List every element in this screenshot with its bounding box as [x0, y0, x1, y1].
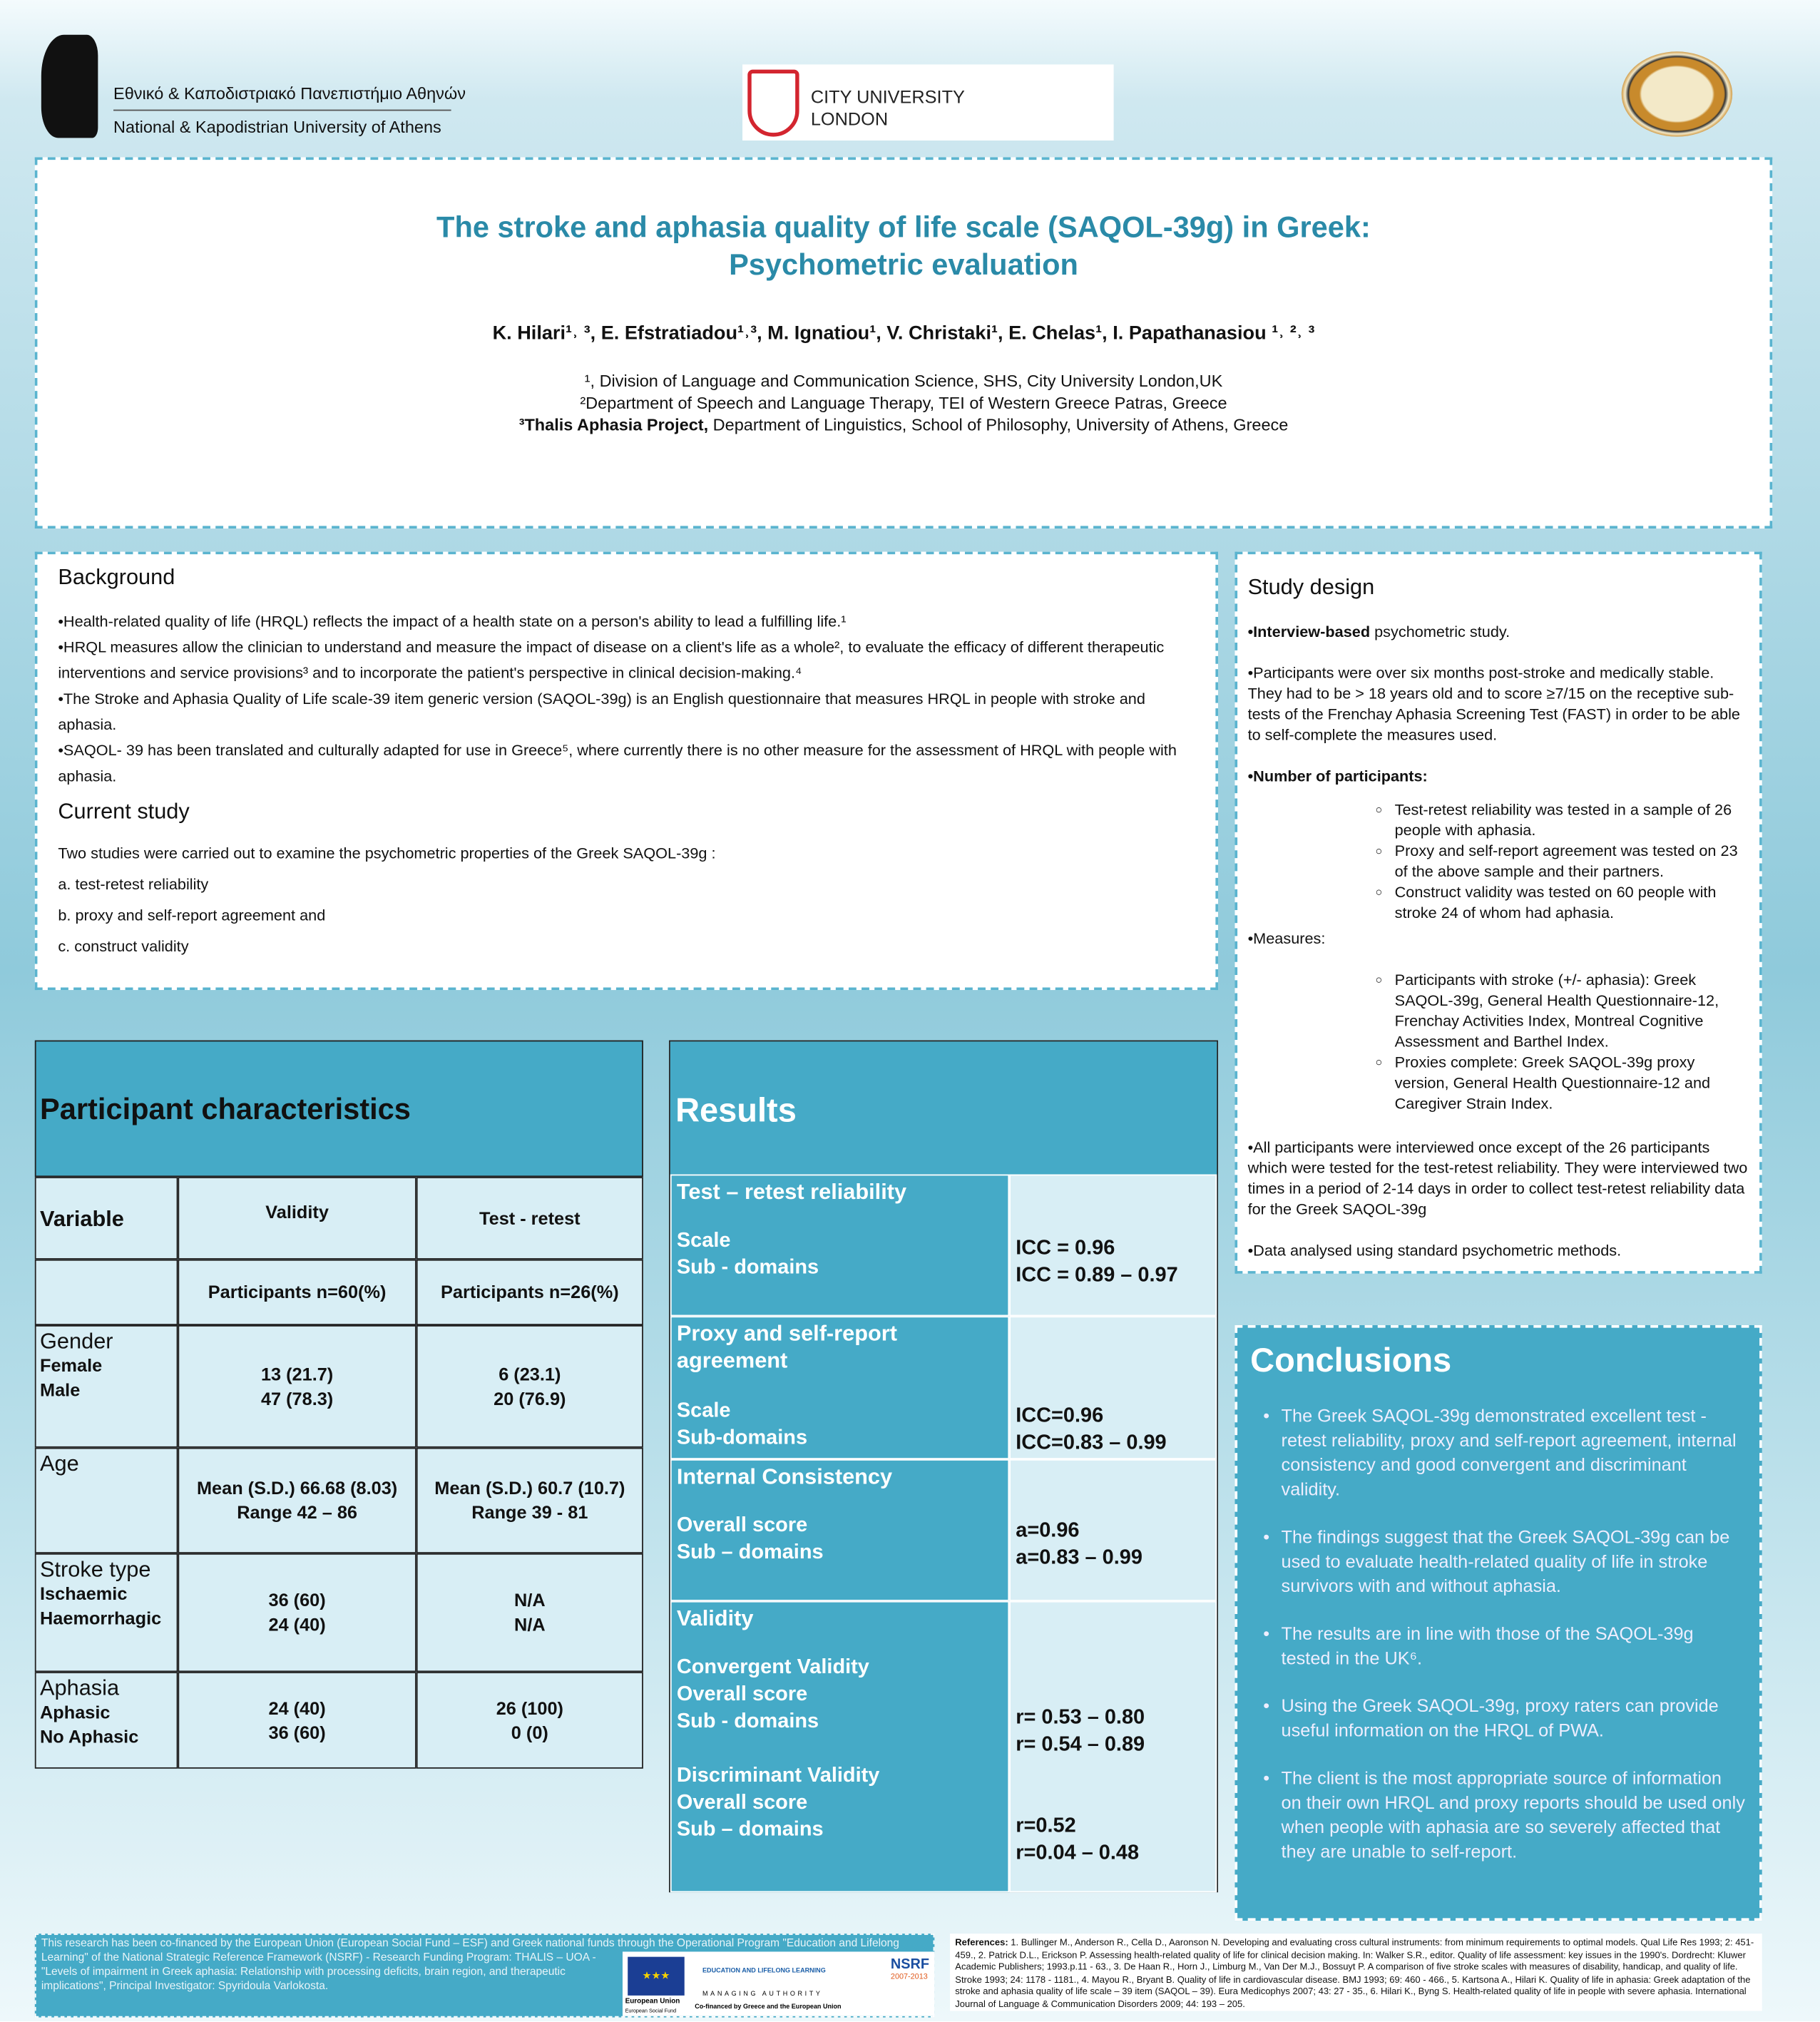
results-values: a=0.96 a=0.83 – 0.99	[1009, 1459, 1217, 1601]
current-study-item: a. test-retest reliability	[58, 875, 209, 894]
column-header-validity: Validity	[178, 1177, 416, 1260]
column-header-variable: Variable	[35, 1177, 178, 1260]
city-crest-icon	[747, 70, 799, 137]
affiliation-3-rest: Department of Linguistics, School of Philosophy, University of Athens, Greece	[708, 414, 1289, 435]
background-heading: Background	[58, 564, 175, 589]
funding-logos	[623, 1951, 934, 2016]
participant-characteristics-table	[35, 1041, 643, 1769]
participants-item: ○ Proxy and self-report agreement was tested on 23 of the above sample and their partners.	[1395, 840, 1749, 882]
title-panel	[35, 158, 1772, 529]
background-item: •Health-related quality of life (HRQL) reflects the impact of a health state on a person's ability to lead a fulfilling life.¹	[58, 612, 847, 630]
table-row-variable	[35, 1325, 178, 1448]
eu-sub-label: European Social Fund	[625, 2007, 677, 2014]
affiliation-3-project: ³Thalis Aphasia Project,	[518, 414, 709, 435]
nsrf-years: 2007-2013	[890, 1974, 928, 1981]
variable-subcategories: Ischaemic Haemorrhagic	[40, 1583, 162, 1628]
participants-list	[1248, 800, 1749, 924]
city-name-line2: LONDON	[810, 108, 889, 129]
empty-cell	[35, 1260, 178, 1325]
current-study-intro: Two studies were carried out to examine the psychometric properties of the Greek SAQOL-39g :	[58, 844, 716, 863]
results-labels: Convergent Validity Overall score Sub - domains Discriminant Validity Overall score Sub – domains	[676, 1656, 880, 1841]
cofinanced-label: Co-financed by Greece and the European Union	[695, 2003, 842, 2011]
measures-list	[1248, 969, 1749, 1113]
analysis-note: •Data analysed using standard psychometric methods.	[1247, 1241, 1622, 1260]
logo-divider	[113, 110, 451, 111]
variable-label: Aphasia	[40, 1675, 120, 1700]
results-section-title: Test – retest reliability	[676, 1179, 907, 1205]
funding-text: This research has been co-financed by the European Union (European Social Fund – ESF) and Greek national funds through the Operational Program "Education and Lifelong Learning" of the National Strategic Reference Framework (NSRF) - Research Funding Program: THALIS – UOA - "Levels of impairment in Greek aphasia: Relationship with processing deficits, brain region, and therapeutic implications", Principal Investigator: Spyridoula Varlokosta.	[41, 1936, 899, 1992]
table-cell-validity: 24 (40) 36 (60)	[178, 1672, 416, 1769]
eu-label: European Union	[625, 1998, 680, 2006]
study-type-bold: •Interview-based	[1247, 622, 1371, 641]
table-cell-validity: Mean (S.D.) 66.68 (8.03) Range 42 – 86	[178, 1448, 416, 1553]
affiliation-3	[37, 414, 1769, 436]
results-heading: Results	[670, 1041, 1217, 1174]
references-label: References:	[955, 1936, 1008, 1948]
eu-flag-icon: ★★★	[628, 1957, 685, 1996]
city-university-logo	[742, 64, 1114, 141]
current-study-heading: Current study	[58, 799, 190, 824]
background-panel	[35, 552, 1218, 991]
results-section	[670, 1316, 1009, 1459]
variable-subcategories: Female Male	[40, 1354, 103, 1400]
conclusion-item: • The findings suggest that the Greek SAQOL-39g can be used to evaluate health-related quality of life in stroke survivors with and without aphasia.	[1250, 1525, 1747, 1598]
study-design-heading: Study design	[1247, 575, 1375, 600]
subheader-retest: Participants n=26(%)	[416, 1260, 643, 1325]
measures-label: •Measures:	[1247, 929, 1326, 948]
table-heading: Participant characteristics	[35, 1041, 643, 1178]
nkua-greek-name: Εθνικό & Καποδιστριακό Πανεπιστήμιο Αθηνών	[113, 83, 466, 103]
background-item: •HRQL measures allow the clinician to understand and measure the impact of disease on a client's life as a whole², to evaluate the efficacy of different therapeutic interventions and service provisions³ and to incorporate the patient's perspective in clinical decision-making.⁴	[58, 638, 1165, 683]
op-label: EDUCATION AND LIFELONG LEARNING	[702, 1967, 826, 1975]
nkua-english-name: National & Kapodistrian University of Athens	[113, 117, 441, 137]
results-section-title: Validity	[676, 1606, 754, 1631]
title-line-2: Psychometric evaluation	[729, 247, 1078, 282]
affiliation-1: ¹, Division of Language and Communication Science, SHS, City University London,UK	[584, 371, 1223, 391]
authors: K. Hilari¹˒ ³, E. Efstratiadou¹˒³, M. Ignatiou¹, V. Christaki¹, E. Chelas¹, I. Papathanasiou ¹˒ ²˒ ³	[492, 322, 1315, 344]
variable-label: Gender	[40, 1329, 113, 1354]
athena-emblem-icon	[41, 35, 98, 138]
current-study-item: c. construct validity	[58, 936, 189, 956]
references-text: 1. Bullinger M., Anderson R., Cella D., Aaronson N. Developing and evaluating cross cultural instruments: from minimum requirements to optimal models. Qual Life Res 1993; 2: 451- 459., 2. Patrick D.L., Erickson P. Assessing health-related quality of life for clinical decision making. In: Walker S.R., editor. Quality of life assessment: key issues in the 1990's. Dordrecht: Kluwer Academic Publishers; 1993.p.11 - 63., 3. De Haan R., Horn J., Limburg M., Van Der M.J., Bossuyt P. A comparison of five stroke scales with measures of disability, handicap, and quality of life. Stroke 1993; 24: 1178 - 1181., 4. Mayou R., Bryant B. Quality of life in cardiovascular disease. BMJ 1993; 69: 460 - 466., 5. Kartsona A., Hilari K. Quality of life in aphasia: Greek adaptation of the stroke and aphasia quality of life scale – 39 item (SAQOL – 39). Eura Medicophys 2007; 43: 27 - 35., 6. Hilari K., Byng S. Health-related quality of life in people with severe aphasia. International Journal of Language & Communication Disorders 2009; 44: 193 – 205.	[955, 1936, 1754, 2010]
participant-criteria: •Participants were over six months post-stroke and medically stable. They had to be > 18 years old and to score ≥7/15 on the receptive sub-tests of the Frenchay Aphasia Screening Test (FAST) in order to be able to self-complete the measures used.	[1247, 663, 1740, 744]
conclusion-item: • The client is the most appropriate source of information on their own HRQL and proxy reports should be used only when people with aphasia are so severely affected that they are unable to self-report.	[1250, 1766, 1747, 1864]
table-cell-retest: Mean (S.D.) 60.7 (10.7) Range 39 - 81	[416, 1448, 643, 1553]
table-row-variable	[35, 1448, 178, 1553]
managing-authority: MANAGING AUTHORITY	[702, 1990, 823, 1998]
table-row-variable	[35, 1672, 178, 1769]
results-labels: Overall score Sub – domains	[676, 1514, 824, 1564]
affiliations	[37, 370, 1769, 436]
conclusion-item: • The results are in line with those of the SAQOL-39g tested in the UK⁶.	[1250, 1622, 1747, 1671]
results-labels: Scale Sub-domains	[676, 1399, 808, 1449]
measures-item: ○ Participants with stroke (+/- aphasia): Greek SAQOL-39g, General Health Questionnaire-12, Frenchay Activities Index, Montreal Cognitive Assessment and Barthel Index.	[1395, 969, 1749, 1052]
nsrf-logo: NSRF	[890, 1956, 930, 1973]
results-section	[670, 1459, 1009, 1601]
study-design-panel	[1234, 552, 1762, 1274]
conclusions-heading: Conclusions	[1250, 1340, 1452, 1379]
column-header-retest: Test - retest	[416, 1177, 643, 1260]
participants-item: ○ Test-retest reliability was tested in a sample of 26 people with aphasia.	[1395, 800, 1749, 841]
conclusions-panel	[1234, 1325, 1762, 1921]
results-section	[670, 1175, 1009, 1317]
results-section	[670, 1601, 1009, 1892]
nkua-logo	[39, 32, 464, 142]
table-row-variable	[35, 1553, 178, 1672]
subheader-validity: Participants n=60(%)	[178, 1260, 416, 1325]
variable-label: Stroke type	[40, 1557, 151, 1582]
participants-label: •Number of participants:	[1247, 767, 1428, 785]
results-section-title: Internal Consistency	[676, 1464, 893, 1489]
background-item: •The Stroke and Aphasia Quality of Life scale-39 item generic version (SAQOL-39g) is an English questionnaire that measures HRQL in people with stroke and aphasia.	[58, 689, 1145, 734]
results-labels: Scale Sub - domains	[676, 1230, 819, 1279]
city-name-line1: CITY UNIVERSITY	[810, 86, 965, 108]
affiliation-2: ²Department of Speech and Language Therapy, TEI of Western Greece Patras, Greece	[580, 393, 1227, 413]
background-item: •SAQOL- 39 has been translated and culturally adapted for use in Greece⁵, where currently there is no other measure for the assessment of HRQL with people with aphasia.	[58, 741, 1177, 785]
thalis-seal-icon	[1622, 51, 1732, 136]
conclusions-list	[1250, 1404, 1747, 1864]
poster-title	[37, 209, 1769, 284]
variable-label: Age	[40, 1451, 79, 1476]
results-section-title: Proxy and self-report agreement	[676, 1321, 897, 1373]
references-panel	[950, 1934, 1762, 2011]
current-study-item: b. proxy and self-report agreement and	[58, 906, 326, 924]
table-cell-validity: 36 (60) 24 (40)	[178, 1553, 416, 1672]
table-cell-retest: 6 (23.1) 20 (76.9)	[416, 1325, 643, 1448]
conclusion-item: • Using the Greek SAQOL-39g, proxy raters can provide useful information on the HRQL of PWA.	[1250, 1694, 1747, 1743]
table-cell-validity: 13 (21.7) 47 (78.3)	[178, 1325, 416, 1448]
results-values: r= 0.53 – 0.80 r= 0.54 – 0.89 r=0.52 r=0.04 – 0.48	[1009, 1601, 1217, 1892]
conclusion-item: • The Greek SAQOL-39g demonstrated excellent test -retest reliability, proxy and self-report agreement, internal consistency and good convergent and discriminant validity.	[1250, 1404, 1747, 1501]
results-table	[669, 1041, 1218, 1893]
title-line-1: The stroke and aphasia quality of life scale (SAQOL-39g) in Greek:	[436, 210, 1371, 244]
results-values: ICC=0.96 ICC=0.83 – 0.99	[1009, 1316, 1217, 1459]
participants-item: ○ Construct validity was tested on 60 people with stroke 24 of whom had aphasia.	[1395, 882, 1749, 923]
table-cell-retest: 26 (100) 0 (0)	[416, 1672, 643, 1769]
table-cell-retest: N/A N/A	[416, 1553, 643, 1672]
variable-subcategories: Aphasic No Aphasic	[40, 1701, 139, 1747]
measures-item: ○ Proxies complete: Greek SAQOL-39g proxy version, General Health Questionnaire-12 and Caregiver Strain Index.	[1395, 1052, 1749, 1114]
results-values: ICC = 0.96 ICC = 0.89 – 0.97	[1009, 1175, 1217, 1317]
study-type	[1248, 621, 1749, 642]
study-type-rest: psychometric study.	[1370, 622, 1510, 641]
interview-note: •All participants were interviewed once except of the 26 participants which were tested for the test-retest reliability. They were interviewed two times in a period of 2-14 days in order to collect test-retest reliability data for the Greek SAQOL-39g	[1247, 1138, 1748, 1218]
